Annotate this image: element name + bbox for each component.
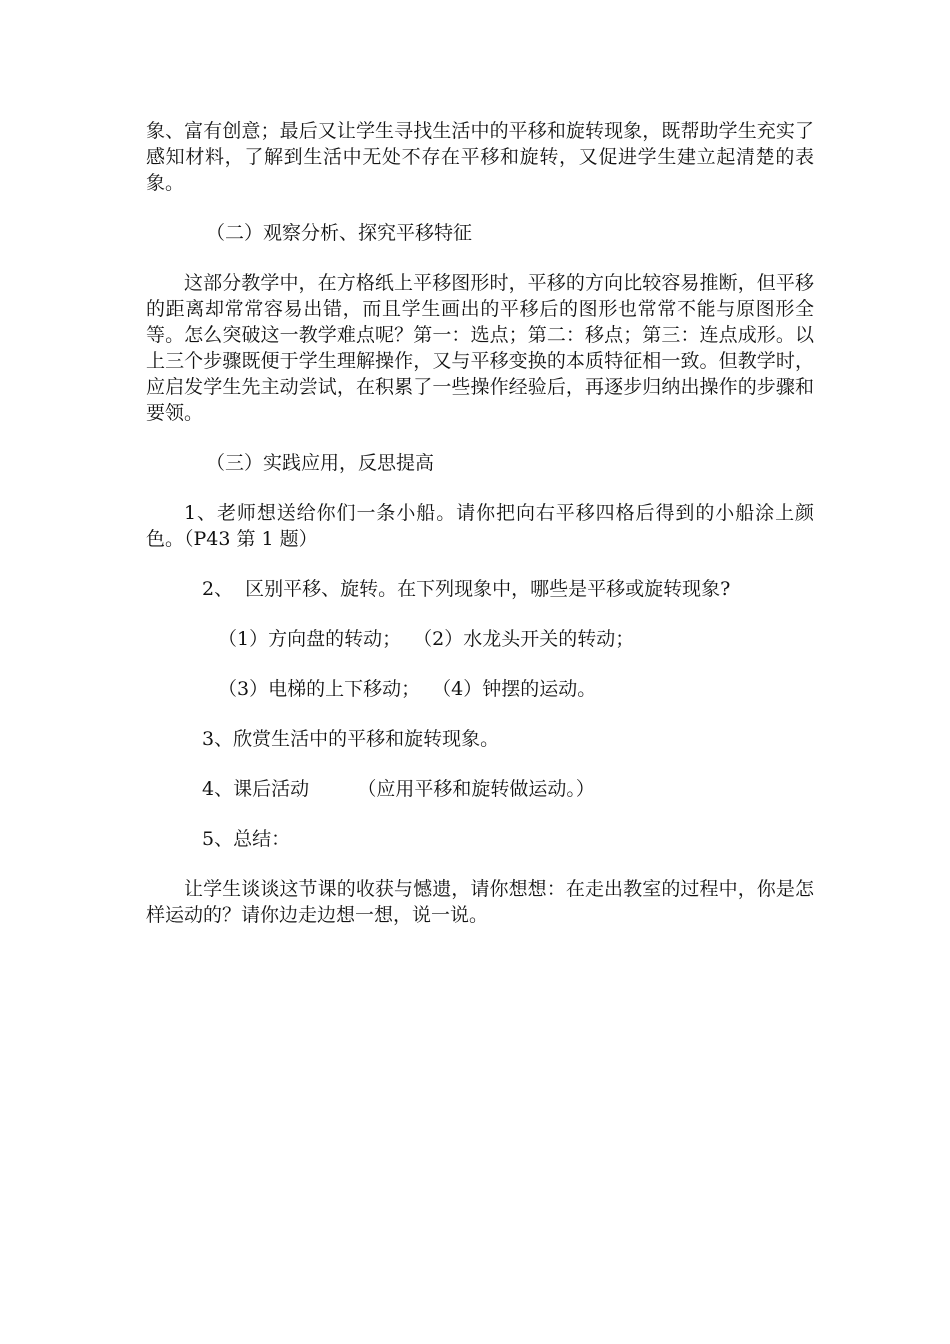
exercise-2: 2、 区别平移、旋转。在下列现象中，哪些是平移或旋转现象? <box>202 578 731 600</box>
section-heading-3: （三）实践应用，反思提高 <box>206 452 435 474</box>
exercise-2-options-a: （1）方向盘的转动； （2）水龙头开关的转动； <box>218 628 635 650</box>
exercise-2-options-b: （3）电梯的上下移动； （4）钟摆的运动。 <box>218 678 597 700</box>
section-2-paragraph: 这部分教学中，在方格纸上平移图形时，平移的方向比较容易推断，但平移的距离却常常容易出错，而且学生画出的平移后的图形也常常不能与原图形全等。怎么突破这一教学难点呢？第一：选点；第二：移点；第三：连点成形。以上三个步骤既便于学生理解操作，又与平移变换的本质特征相一致。但教学时，应启发学生先主动尝试，在积累了一些操作经验后，再逐步归纳出操作的步骤和要领。 <box>146 272 814 424</box>
exercise-4: 4、课后活动 （应用平移和旋转做运动。） <box>202 778 595 800</box>
document-body <box>146 118 814 952</box>
summary-paragraph: 让学生谈谈这节课的收获与憾遗，请你想想：在走出教室的过程中，你是怎样运动的？请你边走边想一想，说一说。 <box>146 878 814 926</box>
intro-paragraph: 象、富有创意；最后又让学生寻找生活中的平移和旋转现象，既帮助学生充实了感知材料，了解到生活中无处不存在平移和旋转，又促进学生建立起清楚的表象。 <box>146 120 814 194</box>
section-heading-2: （二）观察分析、探究平移特征 <box>206 222 473 244</box>
exercise-3: 3、欣赏生活中的平移和旋转现象。 <box>202 728 500 750</box>
exercise-1: 1、老师想送给你们一条小船。请你把向右平移四格后得到的小船涂上颜色。（P43 第 1 题） <box>146 502 814 550</box>
summary-heading: 5、总结： <box>202 828 291 850</box>
